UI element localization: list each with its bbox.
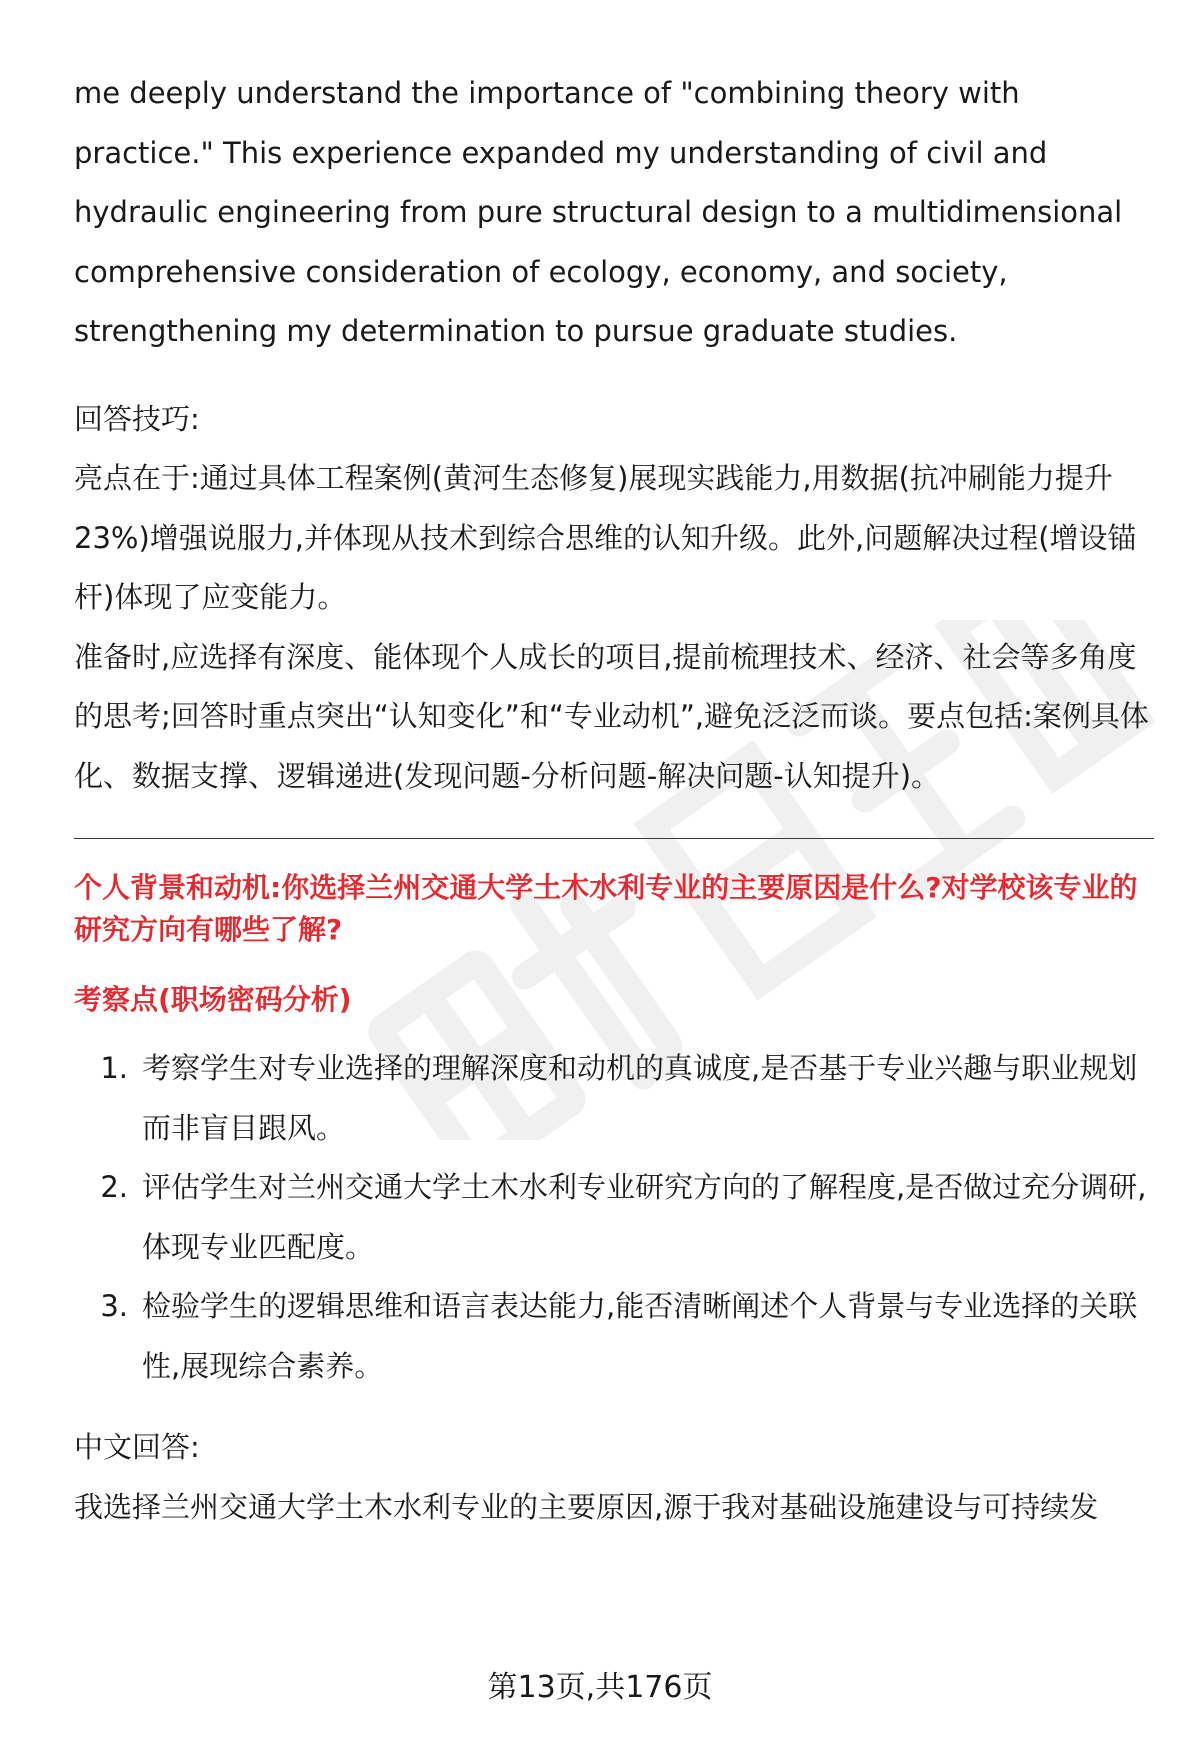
question-heading: 个人背景和动机:你选择兰州交通大学土木水利专业的主要原因是什么?对学校该专业的研究方向有哪些了解? bbox=[74, 871, 1138, 946]
answer-label: 中文回答: bbox=[74, 1430, 200, 1464]
list-item-text: 考察学生对专业选择的理解深度和动机的真诚度,是否基于专业兴趣与职业规划而非盲目跟风。 bbox=[142, 1051, 1138, 1145]
list-item-number: 2. bbox=[100, 1170, 128, 1204]
list-item bbox=[74, 1039, 1154, 1158]
intro-paragraph: me deeply understand the importance of "combining theory with practice." This experience expanded my understanding of civil and hydraulic engineering from pure structural design to a multidimensional comprehensive consideration of ecology, economy, and society, strengthening my determination to pursue graduate studies. bbox=[74, 76, 1123, 348]
analysis-points-list bbox=[74, 1039, 1154, 1396]
analysis-section-title: 考察点(职场密码分析) bbox=[74, 983, 352, 1016]
list-item-number: 3. bbox=[100, 1289, 128, 1323]
tips-label: 回答技巧: bbox=[74, 401, 200, 436]
list-item-text: 检验学生的逻辑思维和语言表达能力,能否清晰阐述个人背景与专业选择的关联性,展现综合素养。 bbox=[142, 1289, 1138, 1383]
tips-paragraph-1: 亮点在于:通过具体工程案例(黄河生态修复)展现实践能力,用数据(抗冲刷能力提升23%)增强说服力,并体现从技术到综合思维的认知升级。此外,问题解决过程(增设锚杆)体现了应变能力。 bbox=[74, 461, 1137, 614]
list-item bbox=[74, 1277, 1154, 1396]
document-page bbox=[74, 64, 1154, 1537]
list-item-text: 评估学生对兰州交通大学土木水利专业研究方向的了解程度,是否做过充分调研,体现专业匹配度。 bbox=[142, 1170, 1147, 1264]
list-item bbox=[74, 1158, 1154, 1277]
tips-paragraph-2: 准备时,应选择有深度、能体现个人成长的项目,提前梳理技术、经济、社会等多角度的思考;回答时重点突出“认知变化”和“专业动机”,避免泛泛而谈。要点包括:案例具体化、数据支撑、逻辑递进(发现问题-分析问题-解决问题-认知提升)。 bbox=[74, 639, 1149, 793]
list-item-number: 1. bbox=[100, 1051, 128, 1085]
answer-text: 我选择兰州交通大学土木水利专业的主要原因,源于我对基础设施建设与可持续发 bbox=[74, 1489, 1099, 1524]
section-divider bbox=[74, 838, 1154, 839]
page-number-footer: 第13页,共176页 bbox=[487, 1670, 713, 1705]
